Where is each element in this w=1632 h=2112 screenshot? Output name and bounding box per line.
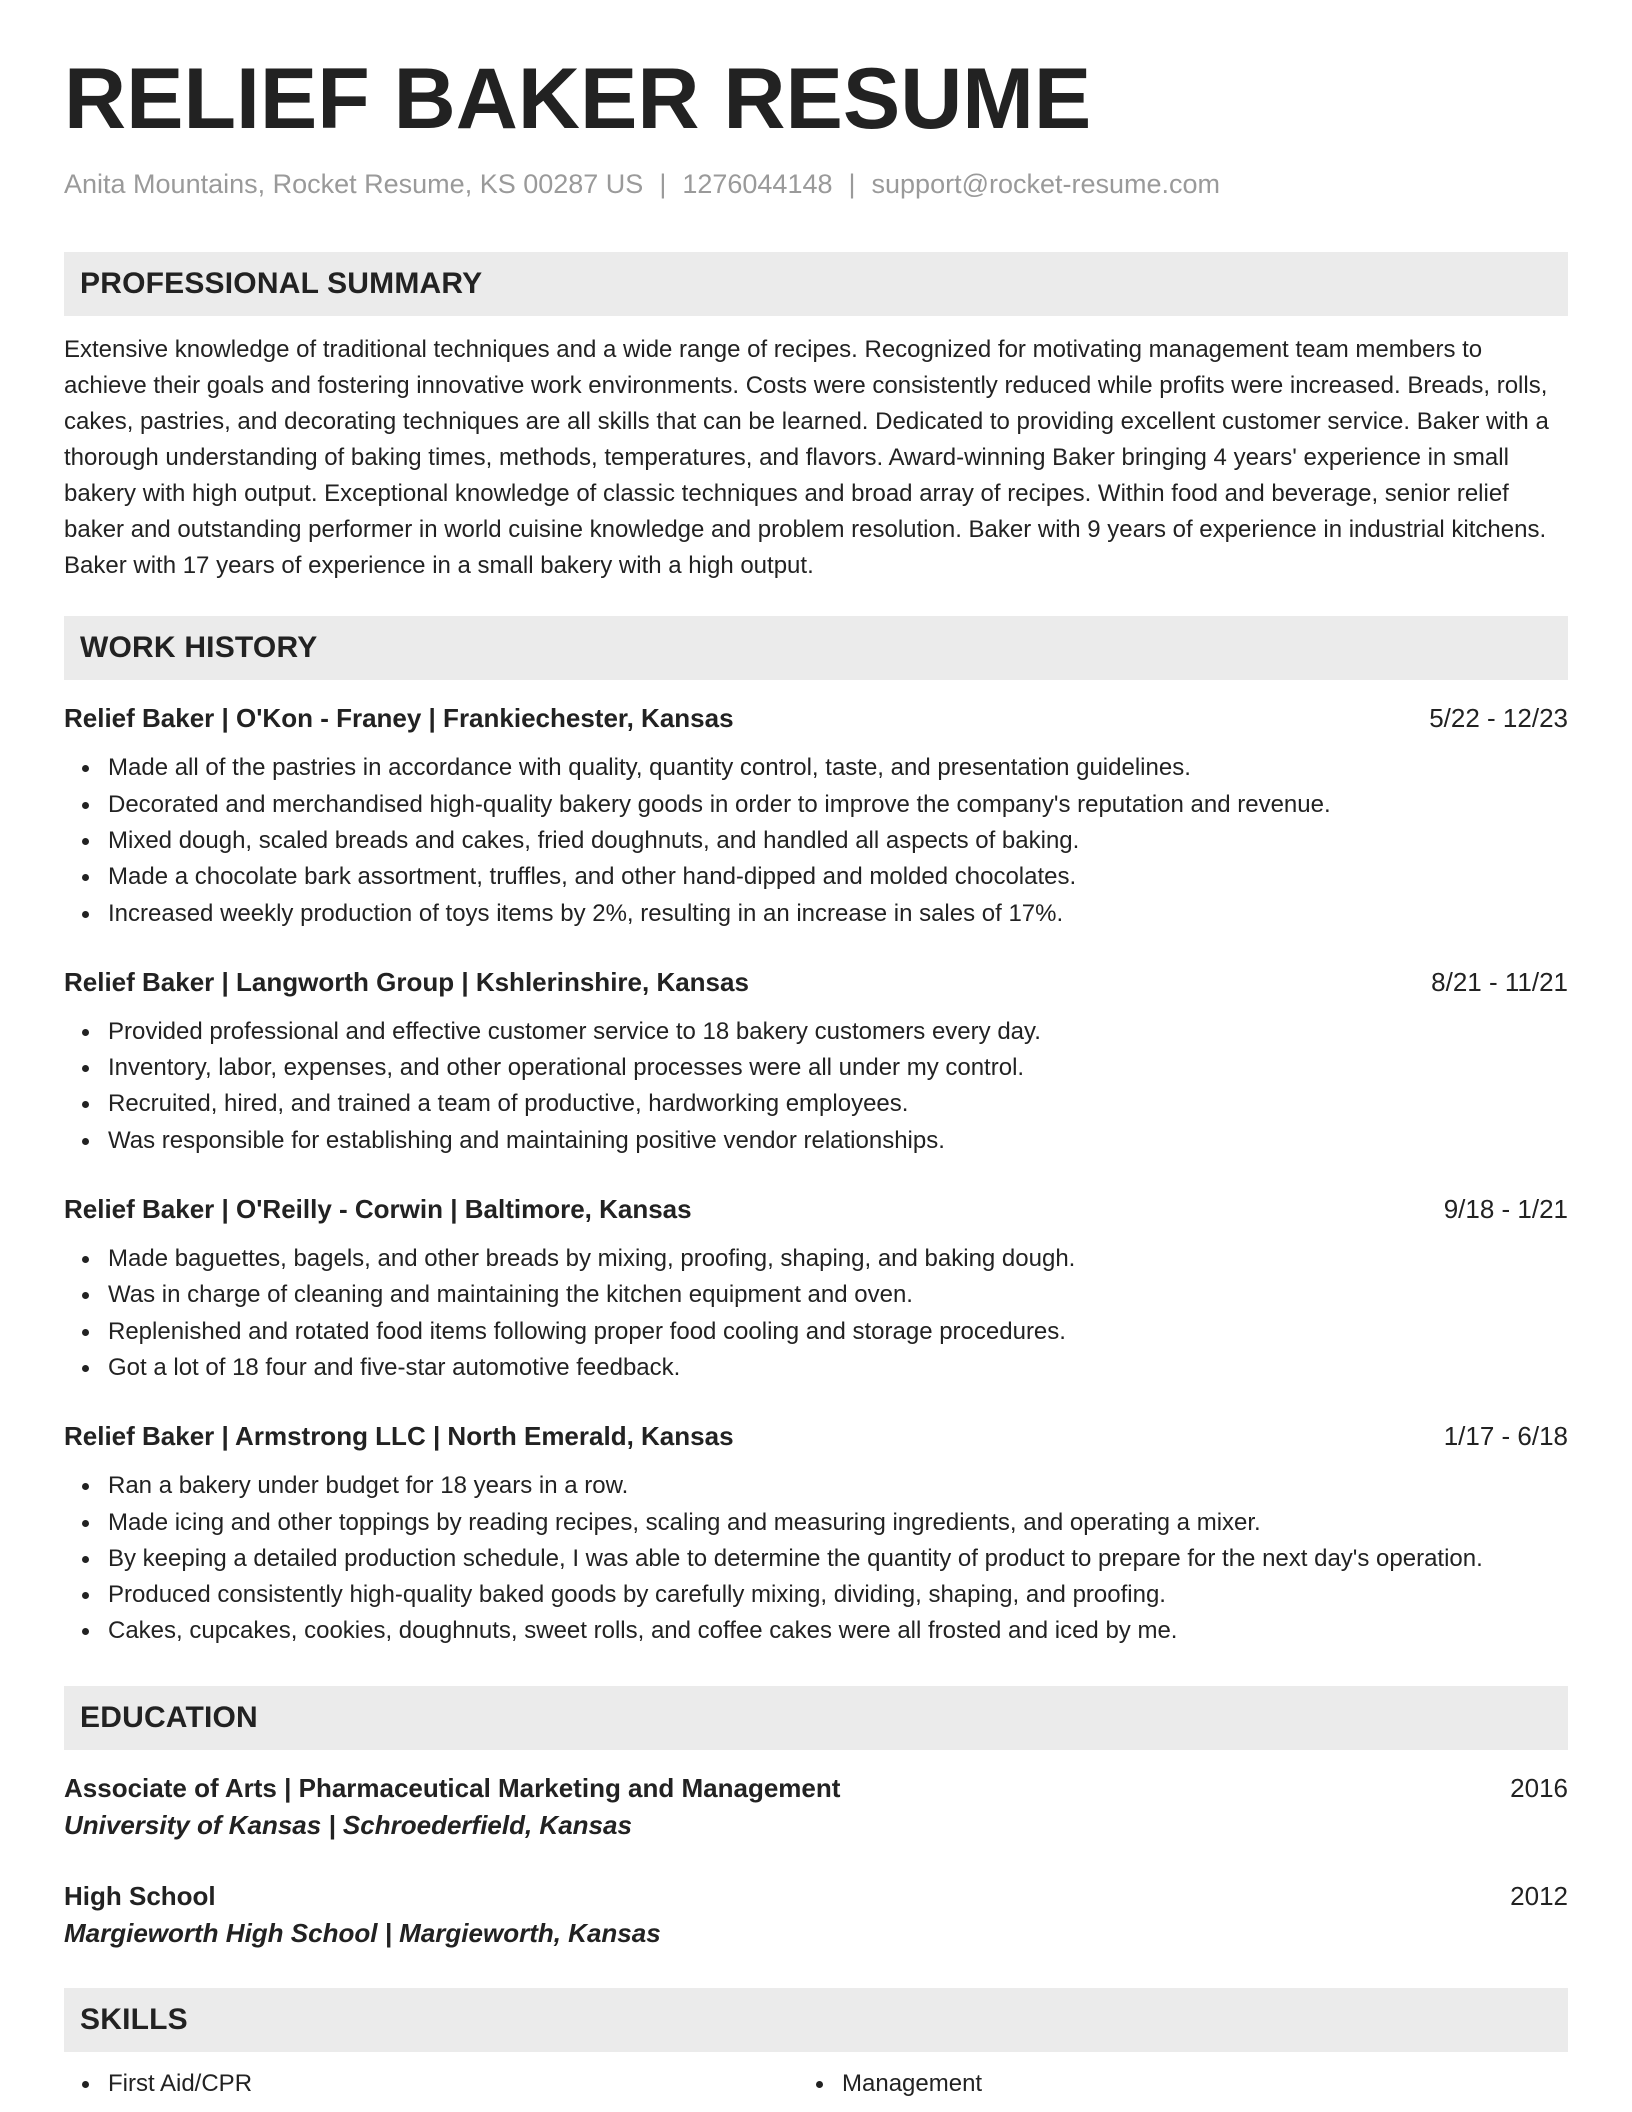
education-school: University of Kansas | Schroederfield, Kansas	[64, 1809, 632, 1840]
skills-section-header: SKILLS	[64, 1988, 1568, 2052]
job-entry	[64, 700, 1568, 931]
skills-column-left	[64, 2066, 798, 2102]
job-bullet: Replenished and rotated food items following proper food cooling and storage procedures.	[108, 1314, 1568, 1350]
job-bullet: Made icing and other toppings by reading recipes, scaling and measuring ingredients, and operating a mixer.	[108, 1505, 1568, 1541]
contact-phone: 1276044148	[682, 169, 833, 199]
job-bullets	[64, 1014, 1568, 1159]
job-title: Relief Baker | O'Reilly - Corwin | Baltimore, Kansas	[64, 1194, 692, 1225]
education-year: 2016	[1510, 1772, 1568, 1803]
job-header	[64, 964, 1568, 1000]
contact-separator: |	[659, 169, 667, 199]
job-bullet: Made baguettes, bagels, and other breads by mixing, proofing, shaping, and baking dough.	[108, 1241, 1568, 1277]
job-dates: 8/21 - 11/21	[1431, 966, 1568, 997]
job-bullets	[64, 1241, 1568, 1386]
job-bullet: Produced consistently high-quality baked goods by carefully mixing, dividing, shaping, and proofing.	[108, 1577, 1568, 1613]
job-title: Relief Baker | Langworth Group | Kshlerinshire, Kansas	[64, 966, 749, 997]
job-bullet: Mixed dough, scaled breads and cakes, fried doughnuts, and handled all aspects of baking.	[108, 823, 1568, 859]
skill-item: Management	[842, 2066, 1532, 2102]
job-header	[64, 1418, 1568, 1454]
contact-address: Anita Mountains, Rocket Resume, KS 00287 US	[64, 169, 644, 199]
job-bullets	[64, 750, 1568, 931]
job-bullet: Recruited, hired, and trained a team of productive, hardworking employees.	[108, 1086, 1568, 1122]
education-year: 2012	[1510, 1880, 1568, 1911]
job-bullets	[64, 1468, 1568, 1649]
job-title: Relief Baker | O'Kon - Franey | Frankiechester, Kansas	[64, 703, 734, 734]
summary-text: Extensive knowledge of traditional techniques and a wide range of recipes. Recognized for motivating management team members to achieve their goals and fostering innovative work environments. Costs were consistently reduced while profits were increased. Breads, rolls, cakes, pastries, and decorating techniques are all skills that can be learned. Dedicated to providing excellent customer service. Baker with a thorough understanding of baking times, methods, temperatures, and flavors. Award-winning Baker bringing 4 years' experience in small bakery with high output. Exceptional knowledge of classic techniques and broad array of recipes. Within food and beverage, senior relief baker and outstanding performer in world cuisine knowledge and problem resolution. Baker with 9 years of experience in industrial kitchens. Baker with 17 years of experience in a small bakery with a high output.	[64, 336, 1549, 580]
skills-column-right	[798, 2066, 1532, 2102]
job-dates: 5/22 - 12/23	[1429, 703, 1568, 734]
page-title: RELIEF BAKER RESUME	[64, 51, 1092, 147]
job-bullet: Decorated and merchandised high-quality bakery goods in order to improve the company's reputation and revenue.	[108, 787, 1568, 823]
education-entry	[64, 1770, 1568, 1844]
job-entry	[64, 1191, 1568, 1386]
education-school: Margieworth High School | Margieworth, Kansas	[64, 1917, 661, 1948]
education-entry	[64, 1878, 1568, 1952]
education-section-header: EDUCATION	[64, 1686, 1568, 1750]
job-bullet: By keeping a detailed production schedule, I was able to determine the quantity of product to prepare for the next day's operation.	[108, 1541, 1568, 1577]
job-entry	[64, 964, 1568, 1159]
job-title: Relief Baker | Armstrong LLC | North Emerald, Kansas	[64, 1421, 734, 1452]
job-dates: 1/17 - 6/18	[1443, 1421, 1568, 1452]
education-header	[64, 1770, 1568, 1806]
skill-item: First Aid/CPR	[108, 2066, 798, 2102]
job-bullet: Was responsible for establishing and maintaining positive vendor relationships.	[108, 1123, 1568, 1159]
education-degree: Associate of Arts | Pharmaceutical Marketing and Management	[64, 1772, 841, 1803]
job-entry	[64, 1418, 1568, 1649]
job-bullet: Made all of the pastries in accordance with quality, quantity control, taste, and presentation guidelines.	[108, 750, 1568, 786]
contact-separator: |	[848, 169, 856, 199]
job-bullet: Got a lot of 18 four and five-star automotive feedback.	[108, 1350, 1568, 1386]
contact-line	[64, 168, 1568, 200]
job-header	[64, 1191, 1568, 1227]
job-bullet: Provided professional and effective customer service to 18 bakery customers every day.	[108, 1014, 1568, 1050]
skills-list	[64, 2066, 1568, 2102]
education-degree: High School	[64, 1880, 216, 1911]
job-bullet: Cakes, cupcakes, cookies, doughnuts, sweet rolls, and coffee cakes were all frosted and iced by me.	[108, 1613, 1568, 1649]
education-header	[64, 1878, 1568, 1914]
job-bullet: Increased weekly production of toys items by 2%, resulting in an increase in sales of 17%.	[108, 896, 1568, 932]
job-bullet: Inventory, labor, expenses, and other operational processes were all under my control.	[108, 1050, 1568, 1086]
job-bullet: Was in charge of cleaning and maintaining the kitchen equipment and oven.	[108, 1277, 1568, 1313]
job-header	[64, 700, 1568, 736]
job-dates: 9/18 - 1/21	[1443, 1194, 1568, 1225]
work-history-section-header: WORK HISTORY	[64, 616, 1568, 680]
job-bullet: Ran a bakery under budget for 18 years in a row.	[108, 1468, 1568, 1504]
summary-section-header: PROFESSIONAL SUMMARY	[64, 252, 1568, 316]
job-bullet: Made a chocolate bark assortment, truffles, and other hand-dipped and molded chocolates.	[108, 859, 1568, 895]
contact-email[interactable]: support@rocket-resume.com	[871, 169, 1221, 199]
